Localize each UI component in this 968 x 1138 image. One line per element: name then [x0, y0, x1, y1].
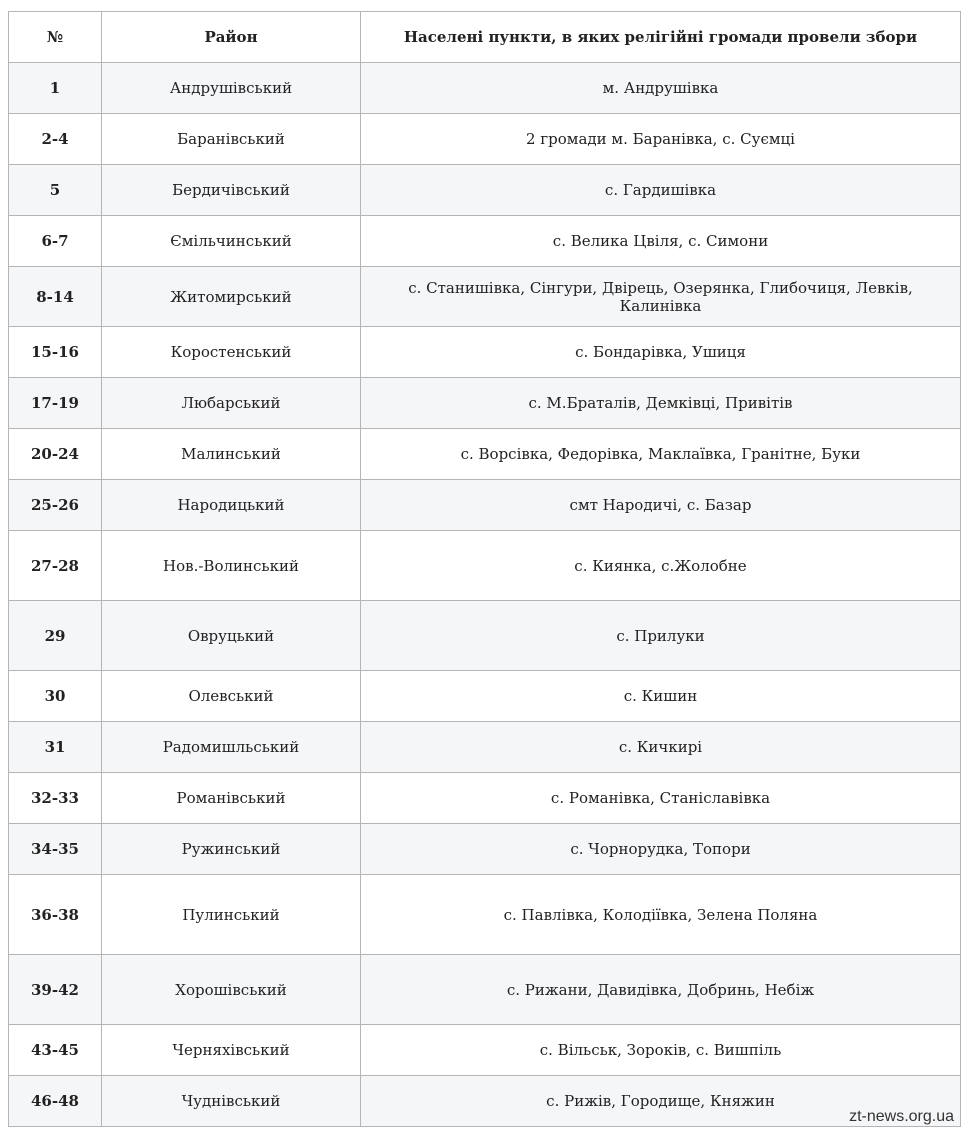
row-settlements: с. Бондарівка, Ушиця	[361, 327, 961, 378]
row-settlements: с. Вільськ, Зороків, с. Вишпіль	[361, 1025, 961, 1076]
row-number: 36-38	[9, 875, 102, 955]
table-body	[9, 63, 961, 1127]
row-number: 46-48	[9, 1076, 102, 1127]
row-settlements: с. Ворсівка, Федорівка, Маклаївка, Гранітне, Буки	[361, 429, 961, 480]
table-row	[9, 1076, 961, 1127]
table-row	[9, 267, 961, 327]
table-row	[9, 165, 961, 216]
row-district: Андрушівський	[102, 63, 361, 114]
row-number: 34-35	[9, 824, 102, 875]
row-district: Малинський	[102, 429, 361, 480]
row-number: 17-19	[9, 378, 102, 429]
row-settlements: с. Гардишівка	[361, 165, 961, 216]
row-district: Коростенський	[102, 327, 361, 378]
row-settlements: с. Чорнорудка, Топори	[361, 824, 961, 875]
table-row	[9, 722, 961, 773]
table-row	[9, 114, 961, 165]
row-number: 30	[9, 671, 102, 722]
table-row	[9, 824, 961, 875]
row-district: Житомирський	[102, 267, 361, 327]
row-settlements: с. Велика Цвіля, с. Симони	[361, 216, 961, 267]
table-row	[9, 671, 961, 722]
row-number: 20-24	[9, 429, 102, 480]
row-settlements: с. Киянка, с.Жолобне	[361, 531, 961, 601]
row-settlements: с. Кичкирі	[361, 722, 961, 773]
row-settlements: с. Рижів, Городище, Княжин	[361, 1076, 961, 1127]
row-number: 31	[9, 722, 102, 773]
row-settlements: с. Романівка, Станіславівка	[361, 773, 961, 824]
row-number: 6-7	[9, 216, 102, 267]
table-row	[9, 429, 961, 480]
row-number: 5	[9, 165, 102, 216]
row-district: Овруцький	[102, 601, 361, 671]
row-settlements: с. Станишівка, Сінгури, Двірець, Озерянка, Глибочиця, Левків, Калинівка	[361, 267, 961, 327]
header-district: Район	[102, 12, 361, 63]
table-row	[9, 955, 961, 1025]
row-district: Баранівський	[102, 114, 361, 165]
row-settlements: с. Прилуки	[361, 601, 961, 671]
row-district: Народицький	[102, 480, 361, 531]
row-number: 2-4	[9, 114, 102, 165]
row-district: Олевський	[102, 671, 361, 722]
table-row	[9, 1025, 961, 1076]
table-row	[9, 531, 961, 601]
row-settlements: с. М.Браталів, Демківці, Привітів	[361, 378, 961, 429]
row-number: 25-26	[9, 480, 102, 531]
row-district: Ємільчинський	[102, 216, 361, 267]
watermark-text: zt-news.org.ua	[849, 1108, 954, 1125]
row-settlements: с. Рижани, Давидівка, Добринь, Небіж	[361, 955, 961, 1025]
row-district: Любарський	[102, 378, 361, 429]
table-row	[9, 378, 961, 429]
row-number: 29	[9, 601, 102, 671]
row-district: Черняхівський	[102, 1025, 361, 1076]
row-number: 32-33	[9, 773, 102, 824]
row-district: Радомишльський	[102, 722, 361, 773]
table-row	[9, 63, 961, 114]
row-district: Пулинський	[102, 875, 361, 955]
row-district: Ружинський	[102, 824, 361, 875]
row-district: Нов.-Волинський	[102, 531, 361, 601]
row-number: 27-28	[9, 531, 102, 601]
row-number: 39-42	[9, 955, 102, 1025]
table-row	[9, 480, 961, 531]
header-row	[9, 12, 961, 63]
header-settlements: Населені пункти, в яких релігійні громади провели збори	[361, 12, 961, 63]
row-settlements: м. Андрушівка	[361, 63, 961, 114]
table-row	[9, 773, 961, 824]
row-number: 1	[9, 63, 102, 114]
table-row	[9, 327, 961, 378]
settlements-table	[8, 11, 961, 1127]
row-settlements: с. Павлівка, Колодіївка, Зелена Поляна	[361, 875, 961, 955]
header-number: №	[9, 12, 102, 63]
table-row	[9, 601, 961, 671]
row-number: 43-45	[9, 1025, 102, 1076]
row-district: Бердичівський	[102, 165, 361, 216]
row-district: Хорошівський	[102, 955, 361, 1025]
table-row	[9, 875, 961, 955]
row-district: Чуднівський	[102, 1076, 361, 1127]
row-district: Романівський	[102, 773, 361, 824]
row-settlements: с. Кишин	[361, 671, 961, 722]
table-row	[9, 216, 961, 267]
row-settlements: смт Народичі, с. Базар	[361, 480, 961, 531]
row-number: 15-16	[9, 327, 102, 378]
row-number: 8-14	[9, 267, 102, 327]
row-settlements: 2 громади м. Баранівка, с. Суємці	[361, 114, 961, 165]
